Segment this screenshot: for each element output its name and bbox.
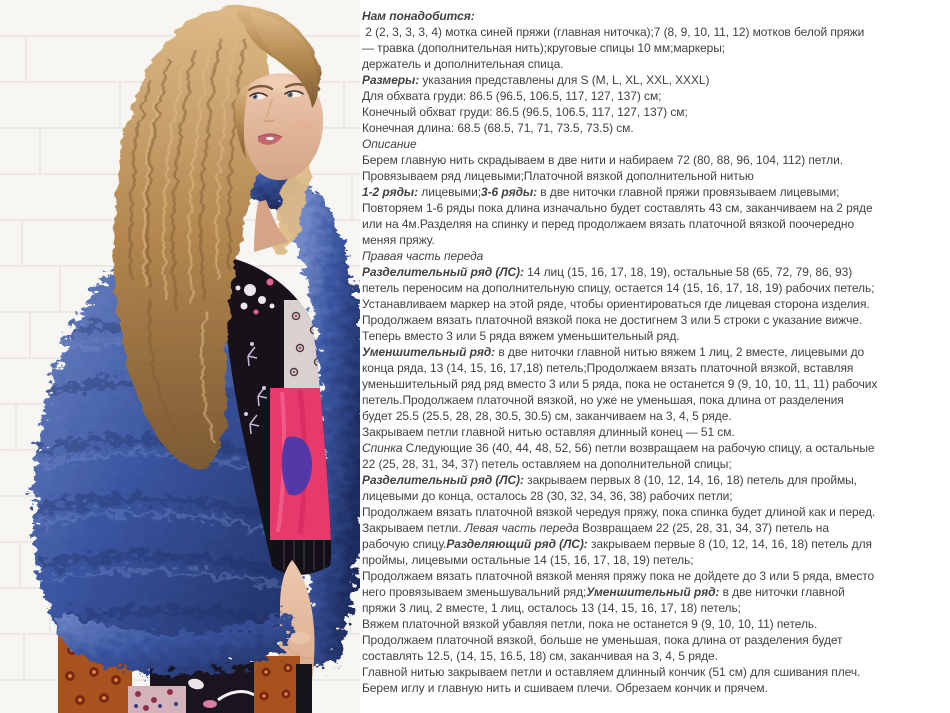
pattern-segment: Берем иглу и главную нить и сшиваем плечи. Обрезаем кончик и прячем. <box>362 681 768 695</box>
pattern-segment: петель.Продолжаем платочной вязкой, но уже не уменьшая, пока длина от разделения <box>362 393 844 407</box>
pattern-line <box>362 472 948 488</box>
pattern-line <box>362 328 948 344</box>
pattern-segment: составлять 12.5, (14, 15, 16.5, 18) см, заканчивая на 3, 4, 5 ряде. <box>362 649 718 663</box>
pattern-segment: лицевыми; <box>421 185 481 199</box>
pattern-segment: Берем главную нить скрадываем в две нити и набираем 72 (80, 88, 96, 104, 112) петли. <box>362 153 843 167</box>
pattern-line <box>362 392 948 408</box>
pattern-line <box>362 664 948 680</box>
pattern-line <box>362 552 948 568</box>
pattern-segment: Продолжаем вязать платочной вязкой чередуя пряжу, пока спинка будет длиной как и перед. <box>362 505 876 519</box>
pattern-line <box>362 168 948 184</box>
pattern-line <box>362 184 948 200</box>
pattern-segment: держатель и дополнительная спица. <box>362 57 564 71</box>
pattern-segment: пряжи 3 лиц, 2 вместе, 1 лиц, осталось 13 (14, 15, 16, 17, 18) петель; <box>362 601 741 615</box>
pattern-segment: Уменшительный ряд: <box>362 345 499 359</box>
pattern-segment: Размеры: <box>362 73 423 87</box>
pattern-segment: Закрываем петли главной нитью оставляя длинный конец — 51 см. <box>362 425 735 439</box>
pattern-line <box>362 136 948 152</box>
pattern-line <box>362 24 948 40</box>
pattern-segment: в две ниточки главной <box>722 585 845 599</box>
pattern-segment: Левая часть переда <box>464 521 583 535</box>
pattern-segment: рабочую спицу. <box>362 537 447 551</box>
pattern-line <box>362 264 948 280</box>
pattern-line <box>362 120 948 136</box>
pattern-segment: Продолжаем платочной вязкой, больше не уменьшая, пока длина от разделения будет <box>362 633 843 647</box>
pattern-segment: закрываем первых 8 (10, 12, 14, 16, 18) петель для проймы, <box>527 473 857 487</box>
pattern-segment: уменьшительный ряд ряд вместо 3 или 5 ряда, пока не останется 9 (9, 10, 10, 11, 11) рабочих <box>362 377 878 391</box>
pattern-segment: Устанавливаем маркер на этой ряде, чтобы ориентироваться где лицевая сторона изделия. <box>362 297 870 311</box>
pattern-line <box>362 8 948 24</box>
pattern-segment: 2 (2, 3, 3, 3, 4) мотка синей пряжи (главная ниточка);7 (8, 9, 10, 11, 12) мотков белой пряжи <box>362 25 865 39</box>
pattern-line <box>362 440 948 456</box>
photo-illustration <box>0 0 360 713</box>
pattern-segment: 1-2 ряды: <box>362 185 422 199</box>
pattern-segment: Уменшительный ряд: <box>586 585 723 599</box>
pattern-segment: Повторяем 1-6 ряды пока длина изначально будет составлять 43 см, заканчиваем на 2 ряде <box>362 201 873 215</box>
pattern-line <box>362 72 948 88</box>
pattern-line <box>362 600 948 616</box>
pattern-line <box>362 376 948 392</box>
pattern-line <box>362 360 948 376</box>
pattern-segment: Главной нитью закрываем петли и оставляем длинный кончик (51 см) для сшивания плеч. <box>362 665 861 679</box>
pattern-segment: проймы, лицевыми остальные 14 (15, 16, 17, 18, 19) петель; <box>362 553 694 567</box>
pattern-segment: Описание <box>362 137 417 151</box>
pattern-segment: Закрываем петли. <box>362 521 465 535</box>
pattern-line <box>362 408 948 424</box>
pattern-segment: в две ниточки главной нитью вяжем 1 лиц, 2 вместе, лицевыми до <box>498 345 865 359</box>
pattern-segment: Разделительный ряд (ЛС): <box>362 265 528 279</box>
pattern-line <box>362 520 948 536</box>
pattern-segment: 3-6 ряды: <box>480 185 541 199</box>
pattern-line <box>362 680 948 696</box>
pattern-segment: или на 4м.Разделяя на спинку и перед продолжаем вязать платочной вязкой поочередно <box>362 217 855 231</box>
pattern-segment: Нам понадобится: <box>362 9 475 23</box>
pattern-line <box>362 584 948 600</box>
pattern-segment: — травка (дополнительная нить);круговые спицы 10 мм;маркеры; <box>362 41 726 55</box>
pattern-line <box>362 616 948 632</box>
pattern-line <box>362 216 948 232</box>
pattern-segment: Продолжаем вязать платочной вязкой пока не достигнем 3 или 5 строки с указание вижче. <box>362 313 863 327</box>
pattern-segment: Продолжаем вязать платочной вязкой меняя пряжу пока не дойдете до 3 или 5 ряда, вместо <box>362 569 875 583</box>
pattern-line <box>362 40 948 56</box>
pattern-segment: в две ниточки главной пряжи провязываем лицевыми; <box>540 185 840 199</box>
pattern-line <box>362 104 948 120</box>
pattern-line <box>362 232 948 248</box>
pattern-line <box>362 536 948 552</box>
pattern-line <box>362 56 948 72</box>
pattern-line <box>362 504 948 520</box>
pattern-line <box>362 424 948 440</box>
pattern-segment: закрываем первые 8 (10, 12, 14, 16, 18) петель для <box>590 537 872 551</box>
pattern-segment: Конечный обхват груди: 86.5 (96.5, 106.5, 117, 127, 137) см; <box>362 105 688 119</box>
pattern-line <box>362 456 948 472</box>
pattern-segment: указания представлены для S (M, L, XL, XXL, XXXL) <box>422 73 710 87</box>
pattern-segment: Теперь вместо 3 или 5 ряда вяжем уменьшительный ряд. <box>362 329 680 343</box>
pattern-segment: 22 (25, 28, 31, 34, 37) петель оставляем на дополнительной спицы; <box>362 457 732 471</box>
pattern-segment: Следующие 36 (40, 44, 48, 52, 56) петли возвращаем на рабочую спицу, а остальные <box>405 441 875 455</box>
pattern-line <box>362 152 948 168</box>
pattern-segment: Спинка <box>362 441 406 455</box>
pattern-segment: него провязываем зменьшувальний ряд; <box>362 585 587 599</box>
pattern-line <box>362 488 948 504</box>
pattern-segment: Вяжем платочной вязкой убавляя петли, пока не останется 9 (9, 10, 10, 11) петель. <box>362 617 818 631</box>
pattern-segment: Правая часть переда <box>362 249 484 263</box>
pattern-segment: конца ряда, 13 (14, 15, 16, 17,18) петель;Продолжаем вязать платочной вязкой, вставляя <box>362 361 854 375</box>
pattern-line <box>362 248 948 264</box>
pattern-segment: Провязываем ряд лицевыми;Платочной вязкой дополнительной нитью <box>362 169 754 183</box>
pattern-line <box>362 200 948 216</box>
pattern-text <box>362 8 948 708</box>
pattern-segment: меняя пряжу. <box>362 233 435 247</box>
pattern-line <box>362 632 948 648</box>
pattern-line <box>362 88 948 104</box>
pattern-segment: Возвращаем 22 (25, 28, 31, 34, 37) петель на <box>582 521 829 535</box>
pattern-segment: лицевыми до конца, осталось 28 (30, 32, 34, 36, 38) рабочих петли; <box>362 489 733 503</box>
pattern-line <box>362 344 948 360</box>
pattern-line <box>362 280 948 296</box>
pattern-segment: Для обхвата груди: 86.5 (96.5, 106.5, 117, 127, 137) см; <box>362 89 662 103</box>
pattern-line <box>362 568 948 584</box>
pattern-segment: Разделяющий ряд (ЛС): <box>446 537 591 551</box>
pattern-line <box>362 312 948 328</box>
pattern-line <box>362 648 948 664</box>
pattern-segment: будет 25.5 (25.5, 28, 28, 30.5, 30.5) см, заканчиваем на 3, 4, 5 ряде. <box>362 409 732 423</box>
pattern-segment: 14 лиц (15, 16, 17, 18, 19), остальные 58 (65, 72, 79, 86, 93) <box>527 265 853 279</box>
pattern-segment: Разделительный ряд (ЛС): <box>362 473 528 487</box>
model-photo <box>0 0 360 713</box>
pattern-segment: Конечная длина: 68.5 (68.5, 71, 71, 73.5, 73.5) см. <box>362 121 634 135</box>
pattern-line <box>362 296 948 312</box>
pattern-segment: петель переносим на дополнительную спицу, остается 14 (15, 16, 17, 18, 19) рабочих петель; <box>362 281 875 295</box>
